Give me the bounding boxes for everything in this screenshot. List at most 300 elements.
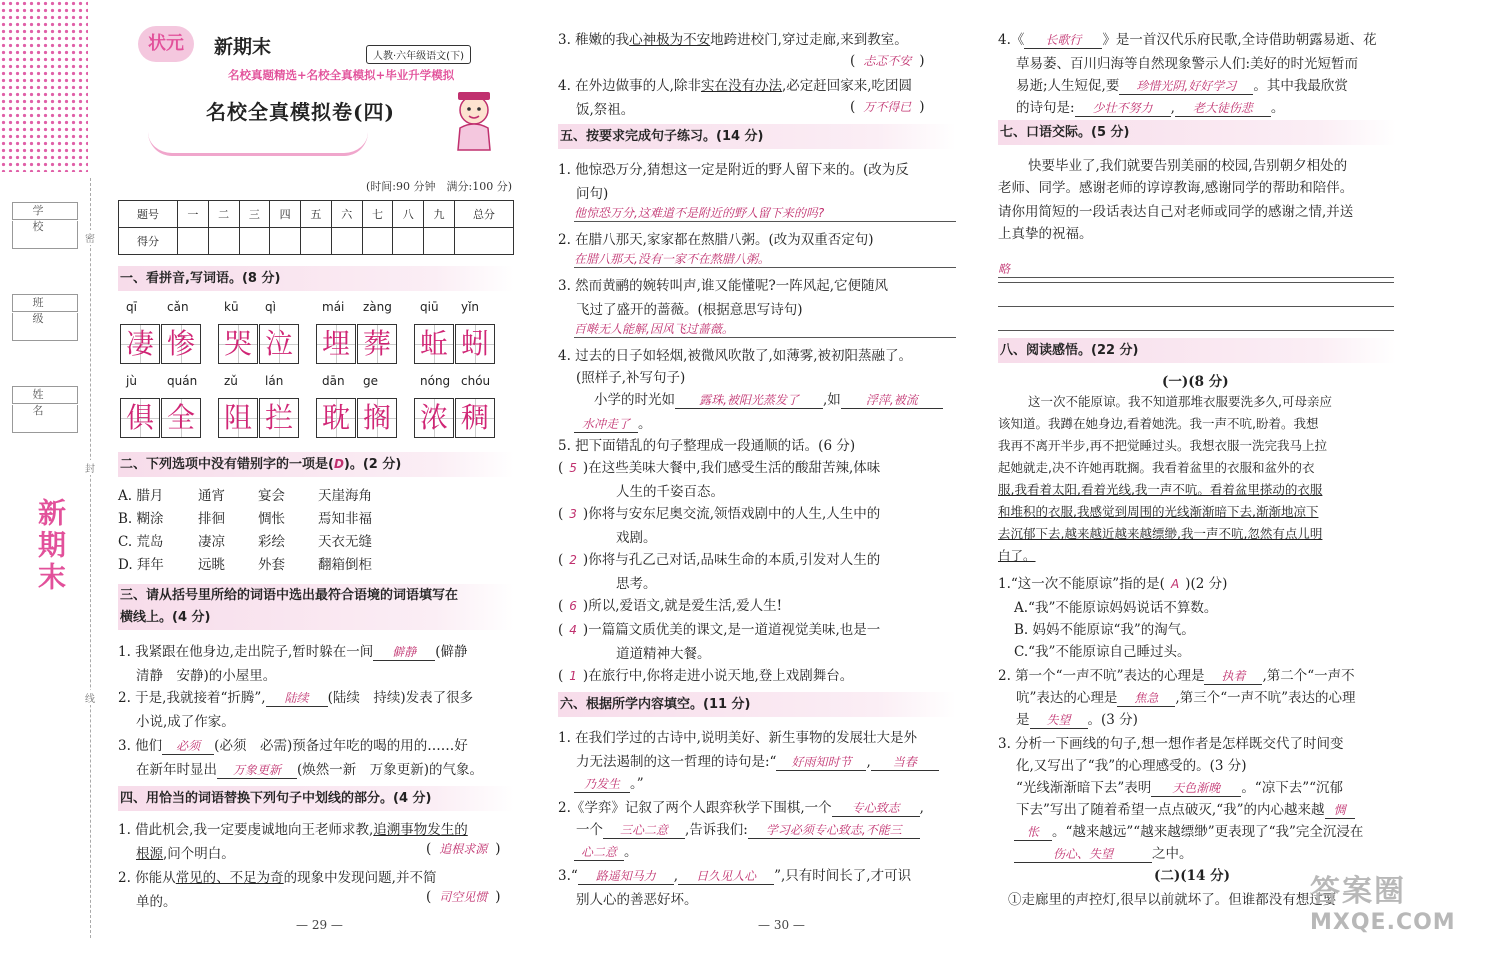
s3-line <box>118 686 473 707</box>
character-box[interactable]: 搁 <box>357 398 397 438</box>
watermark-top: 答案圈 <box>1310 874 1406 909</box>
answer-text[interactable]: 万不得已 <box>863 100 912 114</box>
order-number[interactable]: 4 <box>569 623 577 637</box>
character-box[interactable]: 凄 <box>120 324 160 364</box>
scholar-mascot-icon <box>444 84 504 154</box>
order-item <box>558 502 880 522</box>
score-row-label: 得分 <box>119 228 178 255</box>
school-label: 学 校 <box>12 202 78 220</box>
order-text: 在这些美味大餐中,我们感受生活的酸甜苦辣,体味 <box>588 460 881 476</box>
order-text-cont: 道道精神大餐。 <box>616 646 711 662</box>
underlined-text: 追溯事物发生的 <box>373 822 468 838</box>
passage-2-text: ①走廊里的声控灯,很早以前就坏了。但谁都没有想过要 <box>1008 892 1337 908</box>
writing-line[interactable] <box>998 260 1394 278</box>
answer-blank[interactable]: 陆续 <box>266 689 328 707</box>
character-box[interactable]: 浓 <box>414 398 454 438</box>
c2-line <box>558 28 908 48</box>
answer-blank[interactable]: 伤心、失望 <box>1014 845 1152 863</box>
pinyin-label: qī <box>126 300 137 314</box>
score-cell[interactable] <box>393 228 424 255</box>
s4-line: 单的。 <box>136 894 177 910</box>
option-label[interactable]: C. 荒岛 <box>118 534 164 550</box>
option-word: 惆怅 <box>258 511 285 527</box>
character-box[interactable]: 耽 <box>316 398 356 438</box>
answer-blank[interactable]: 少壮不努力 <box>1075 99 1171 117</box>
answer-text: 在腊八那天,没有一家不在熬腊八粥。 <box>574 252 770 266</box>
text: (僻静 <box>435 644 468 660</box>
text: , <box>919 800 924 816</box>
answer-text: 他惊恐万分,这难道不是附近的野人留下来的吗? <box>574 206 825 220</box>
pinyin-label: qì <box>265 300 276 314</box>
paren: ( <box>558 668 564 684</box>
answer-blank[interactable]: 学习必须专心致志,不能三 <box>748 821 920 839</box>
order-item <box>558 664 853 684</box>
answer-blank[interactable]: 老大徒伤悲 <box>1175 99 1271 117</box>
s7-paragraph: 老师、同学。感谢老师的谆谆教诲,感谢同学的帮助和陪伴。 <box>998 180 1354 196</box>
option-word: 宴会 <box>258 488 285 504</box>
score-header: 七 <box>362 201 393 228</box>
score-header: 九 <box>424 201 455 228</box>
answer-line[interactable] <box>574 204 956 222</box>
score-header: 二 <box>208 201 239 228</box>
s5-line: 4. 过去的日子如轻烟,被微风吹散了,如薄雾,被初阳蒸融了。 <box>558 348 913 364</box>
section-2-title-a: 二、下列选项中没有错别字的一项是( <box>120 457 334 472</box>
order-text: 在旅行中,你将走进小说天地,登上戏剧舞台。 <box>588 668 854 684</box>
paren: ) <box>582 668 589 684</box>
text: 。其中我最欣赏 <box>1253 78 1348 94</box>
class-field[interactable] <box>12 313 78 341</box>
text: 。(3 分) <box>1087 712 1138 728</box>
passage-line: 这一次不能原谅。我不知道那堆衣服要洗多久,可母亲应 <box>1028 394 1332 409</box>
character-box[interactable]: 葬 <box>357 324 397 364</box>
answer-blank[interactable]: 天色渐晚 <box>1151 779 1241 797</box>
text: 吭”表达的心理是 <box>1016 690 1118 706</box>
text: 是 <box>1016 712 1030 728</box>
score-cell[interactable] <box>239 228 270 255</box>
answer-blank[interactable]: 三心二意 <box>603 821 685 839</box>
section-4-title: 四、用恰当的词语替换下列句子中划线的部分。(4 分) <box>118 786 514 811</box>
s5-line: 问句) <box>576 186 609 202</box>
text: 之中。 <box>1152 846 1193 862</box>
order-text-cont: 戏剧。 <box>616 530 657 546</box>
text: 3. 他们 <box>118 738 163 754</box>
order-text-cont: 人生的千姿百态。 <box>616 484 724 500</box>
order-text: 你将与安东尼奥交流,领悟戏剧中的人生,人生中的 <box>588 506 881 522</box>
option-word: 天衣无缝 <box>318 534 372 550</box>
score-header: 四 <box>270 201 301 228</box>
text: 力无法遏制的这一哲理的诗句是:“ <box>576 754 777 770</box>
answer-blank[interactable]: 当春 <box>871 753 939 771</box>
text: )(2 分) <box>1185 576 1228 592</box>
s7-paragraph: 快要毕业了,我们就要告别美丽的校园,告别朝夕相处的 <box>1028 158 1348 174</box>
text: ,如 <box>823 392 841 408</box>
exam-title: 名校全真模拟卷(四) <box>206 100 395 124</box>
text: 易逝;人生短促,要 <box>1016 78 1120 94</box>
answer-blank[interactable]: 失望 <box>1030 711 1088 729</box>
order-number[interactable]: 2 <box>569 553 577 567</box>
c3-line: 的诗句是: 少壮不努力 , 老大徒伤悲 。 <box>1016 100 1285 116</box>
answer-line[interactable] <box>574 250 956 268</box>
s6-line: 乃发生 。” <box>574 772 644 793</box>
text: 地跨进校门,穿过走廊,来到教室。 <box>710 32 908 48</box>
zhuangyuan-logo: 状元 <box>138 26 194 62</box>
score-cell[interactable] <box>362 228 393 255</box>
s3-line <box>118 640 468 661</box>
pinyin-label: chóu <box>461 374 491 388</box>
order-item <box>558 618 880 638</box>
score-header: 题号 <box>119 201 178 228</box>
option-word: 通宵 <box>198 488 225 504</box>
text: 的诗句是: <box>1016 100 1075 116</box>
s8-q3 <box>1014 820 1363 841</box>
s6-line: 心二意 。 <box>574 840 638 861</box>
score-table <box>118 200 514 255</box>
writing-line[interactable] <box>998 330 1394 331</box>
score-cell[interactable] <box>424 228 455 255</box>
swoosh-decoration <box>148 132 368 156</box>
section-3-title <box>118 584 514 630</box>
text: 1. 我紧跟在他身边,走出院子,暂时躲在一间 <box>118 644 374 660</box>
text: (陆续 持续)发表了很多 <box>327 690 474 706</box>
answer-blank[interactable]: 僻静 <box>373 643 435 661</box>
passage-line: 该知道。我蹲在她身边,看着她洗。我一声不吭,盼着。我想 <box>998 416 1319 431</box>
s8-q2 <box>1016 686 1356 707</box>
text: 小学的时光如 <box>594 392 675 408</box>
pinyin-label: jù <box>126 374 137 388</box>
pinyin-grid <box>118 300 514 450</box>
s5-line: 2. 在腊八那天,家家都在熬腊八粥。(改为双重否定句) <box>558 232 874 248</box>
paren: ( <box>558 552 564 568</box>
name-field[interactable] <box>12 405 78 433</box>
text: 4. 在外边做事的人,除非 <box>558 78 701 94</box>
c2-answer: ( 忐忑不安 ) <box>850 53 925 69</box>
s8-q2 <box>1016 708 1138 729</box>
score-cell[interactable] <box>270 228 301 255</box>
answer-text[interactable]: 忐忑不安 <box>863 54 912 68</box>
s5-line: 飞过了盛开的蔷薇。(根据意思写诗句) <box>576 302 803 318</box>
subtitle: 名校真题精选+名校全真模拟+毕业升学模拟 <box>228 68 455 82</box>
text: 3. 稚嫩的我 <box>558 32 630 48</box>
option-word: 彩绘 <box>258 534 285 550</box>
text: 1.“这一次不能原谅”指的是( <box>998 576 1165 592</box>
c2-answer: ( 万不得已 ) <box>850 99 925 115</box>
paren: ( <box>558 506 564 522</box>
s3-line: 清静 安静)的小屋里。 <box>136 668 277 684</box>
text: ,告诉我们: <box>685 822 748 838</box>
s8-q3 <box>1016 776 1343 797</box>
brand-title: 新期末 <box>214 36 272 58</box>
answer-blank[interactable]: 必须 <box>162 737 214 755</box>
s6-line: 1. 在我们学过的古诗中,说明美好、新生事物的发展壮大是外 <box>558 730 917 746</box>
order-text: 一篇篇文质优美的课文,是一道道视觉美味,也是一 <box>588 622 881 638</box>
seal-mark: 封 <box>84 460 96 475</box>
s8-q3 <box>1014 842 1193 863</box>
order-item <box>558 594 782 614</box>
text: 1. 借此机会,我一定要虔诚地向王老师求教, <box>118 822 374 838</box>
text: 2. 第一个“一声不吭”表达的心理是 <box>998 668 1205 684</box>
character-box[interactable]: 俱 <box>120 398 160 438</box>
character-box[interactable]: 惨 <box>161 324 201 364</box>
s3-line <box>118 734 468 755</box>
pinyin-label: zǔ <box>224 374 238 388</box>
text: ”,只有时间长了,才可识 <box>774 868 912 884</box>
s5-line: (照样子,补写句子) <box>576 370 686 386</box>
score-header: 六 <box>331 201 362 228</box>
score-cell[interactable] <box>301 228 332 255</box>
s5-line <box>594 388 943 409</box>
paren: ) <box>582 460 589 476</box>
c3-line <box>1016 74 1348 95</box>
answer-blank[interactable]: 专心致志 <box>832 799 920 817</box>
pinyin-label: nóng <box>420 374 451 388</box>
s7-paragraph: 请你用简短的一段话表达自己对老师或同学的感谢之情,并送 <box>998 204 1354 220</box>
s5-line: 3. 然而黄鹂的婉转叫声,谁又能懂呢?一阵风起,它便随风 <box>558 278 888 294</box>
passage-line: 白了。 <box>998 548 1036 563</box>
order-item <box>558 548 880 568</box>
s6-line <box>576 818 920 839</box>
writing-line[interactable] <box>998 282 1394 283</box>
paren: ( <box>558 622 564 638</box>
option-label[interactable]: B. 糊涂 <box>118 511 164 527</box>
pinyin-label: ge <box>363 374 378 388</box>
paren: ) <box>582 598 589 614</box>
section-2-answer: D <box>333 457 344 471</box>
paren: ( <box>558 598 564 614</box>
page-number-left: — 29 — <box>296 918 343 932</box>
s8-q3: 3. 分析一下画线的句子,想一想作者是怎样既交代了时间变 <box>998 736 1344 752</box>
answer-blank[interactable]: 乃发生 <box>574 775 630 793</box>
sidebar-brand: 新期末 <box>34 498 67 594</box>
option-word: 外套 <box>258 557 285 573</box>
text: 下去”写出了随着希望一点点破灭,“我”的内心越来越 <box>1016 802 1325 818</box>
page-number-right: — 30 — <box>758 918 805 932</box>
underlined-text: 常见的、不足为奇 <box>175 870 284 886</box>
s3-line <box>136 758 483 779</box>
pinyin-label: kū <box>224 300 239 314</box>
underlined-text: 根源 <box>136 846 163 862</box>
s6-line: 3.“ 路遥知马力 , 日久见人心 ”,只有时间长了,才可识 <box>558 868 912 884</box>
score-cell[interactable] <box>177 228 208 255</box>
underlined-text: 实在没有办法 <box>700 78 782 94</box>
character-box[interactable]: 蚓 <box>455 324 495 364</box>
answer-blank[interactable]: 浮萍,被流 <box>841 391 943 409</box>
character-box[interactable]: 全 <box>161 398 201 438</box>
character-box[interactable]: 拦 <box>259 398 299 438</box>
text: 在新年时显出 <box>136 762 217 778</box>
option-word: 天崖海角 <box>318 488 372 504</box>
section-3-title-a: 三、请从括号里所给的词语中选出最符合语境的词语填写在 <box>120 588 459 603</box>
s8-q3: 化,又写出了“我”的心理感受的。(3 分) <box>1016 758 1247 774</box>
option-label[interactable]: A. 腊月 <box>118 488 164 504</box>
s8-q3 <box>1016 798 1355 819</box>
text: 》是一首汉代乐府民歌,全诗借助朝露易逝、花 <box>1102 32 1377 48</box>
section-2-title <box>118 452 514 477</box>
text: ,问个明白。 <box>163 846 235 862</box>
order-text: 你将与孔乙己对话,品味生命的本质,引发对人生的 <box>588 552 881 568</box>
c2-line <box>558 74 912 94</box>
order-number[interactable]: 3 <box>569 507 577 521</box>
pinyin-label: lán <box>265 374 284 388</box>
s5-line: 1. 他惊恐万分,猜想这一定是附近的野人留下来的。(改为反 <box>558 162 909 178</box>
seal-mark: 密 <box>84 230 96 245</box>
passage-2-title: (二)(14 分) <box>1154 868 1231 884</box>
pinyin-label: qiū <box>420 300 439 314</box>
section-6-title: 六、根据所学内容填空。(11 分) <box>558 692 956 717</box>
character-box[interactable]: 蚯 <box>414 324 454 364</box>
answer-blank[interactable]: 焦急 <box>1117 689 1175 707</box>
option-word: 焉知非福 <box>318 511 372 527</box>
text: 。“越来越远”“越来越缥缈”更表现了“我”完全沉浸在 <box>1052 824 1364 840</box>
score-cell[interactable] <box>454 228 513 255</box>
section-8-title: 八、阅读感悟。(22 分) <box>998 338 1396 363</box>
s4-answer: ( 司空见惯 ) <box>426 889 501 905</box>
answer-blank[interactable]: 露珠,被阳光蒸发了 <box>675 391 823 409</box>
pinyin-label: yǐn <box>461 300 480 314</box>
answer-blank[interactable]: 珍惜光阴,好好学习 <box>1119 77 1253 95</box>
s4-answer: ( 追根求源 ) <box>426 841 501 857</box>
text: 2. 你能从 <box>118 870 176 886</box>
answer-blank[interactable]: 心二意 <box>574 843 624 861</box>
passage-1-title: (一)(8 分) <box>1162 374 1229 390</box>
option-word: 翻箱倒柜 <box>318 557 372 573</box>
section-2-title-b: )。(2 分) <box>343 457 402 472</box>
pinyin-label: mái <box>322 300 345 314</box>
answer-blank[interactable]: 执着 <box>1204 667 1262 685</box>
s4-line <box>136 842 235 862</box>
paren: ) <box>582 552 589 568</box>
text: 的现象中发现问题,并不简 <box>283 870 437 886</box>
answer-blank[interactable]: 怅 <box>1014 823 1052 841</box>
answer-line[interactable] <box>574 320 956 338</box>
section-1-title: 一、看拼音,写词语。(8 分) <box>118 266 514 291</box>
s8-option: A.“我”不能原谅妈妈说话不算数。 <box>1014 600 1218 616</box>
text: ,第三个“一声不吭”表达的心理 <box>1175 690 1356 706</box>
order-text: 所以,爱语文,就是爱生活,爱人生! <box>588 598 783 614</box>
text: (焕然一新 万象更新)的气象。 <box>297 762 484 778</box>
answer-text: 百啭无人能解,因风飞过蔷薇。 <box>574 322 734 336</box>
order-number[interactable]: 6 <box>569 599 577 613</box>
answer-text[interactable]: A <box>1170 577 1180 591</box>
writing-line[interactable] <box>998 306 1394 307</box>
paren: ( <box>558 460 564 476</box>
answer-text[interactable]: 追根求源 <box>439 842 488 856</box>
seal-mark: 线 <box>84 690 96 705</box>
character-box[interactable]: 稠 <box>455 398 495 438</box>
passage-line: 和堆积的衣服,我感觉到周围的光线渐渐暗下去,渐渐地凉下 <box>998 504 1319 519</box>
dot-pattern <box>0 0 88 172</box>
order-text-cont: 思考。 <box>616 576 657 592</box>
underlined-text: 心神极为不安 <box>629 32 711 48</box>
passage-line: 服,我看着太阳,看着光线,我一声不吭。看着盆里搽动的衣服 <box>998 482 1323 497</box>
text: 一个 <box>576 822 603 838</box>
passage-line: 起她就走,决不许她再耽搁。我看着盆里的衣服和盆外的衣 <box>998 460 1315 475</box>
name-label: 姓 名 <box>12 386 78 404</box>
text: 。“凉下去”“沉郁 <box>1241 780 1344 796</box>
score-cell[interactable] <box>331 228 362 255</box>
time-info: (时间:90 分钟 满分:100 分) <box>366 180 512 193</box>
c3-line <box>998 28 1377 49</box>
text: ,必定赶回家来,吃团圆 <box>781 78 913 94</box>
s5-line: 5. 把下面错乱的句子整理成一段通顺的话。(6 分) <box>558 438 856 454</box>
paren: ) <box>582 622 589 638</box>
answer-blank[interactable]: 日久见人心 <box>678 867 774 885</box>
score-cell[interactable] <box>208 228 239 255</box>
character-box[interactable]: 哭 <box>218 324 258 364</box>
text: ,第二个“一声不 <box>1262 668 1355 684</box>
pinyin-label: zàng <box>363 300 392 314</box>
binding-sidebar <box>0 178 100 958</box>
section-5-title: 五、按要求完成句子练习。(14 分) <box>558 124 956 149</box>
watermark <box>1310 866 1490 946</box>
text: “光线渐渐暗下去”表明 <box>1016 780 1152 796</box>
s8-option: C.“我”不能原谅自己睡过头。 <box>1014 644 1191 660</box>
answer-text[interactable]: 司空见惯 <box>439 890 488 904</box>
grade-badge: 人教·六年级语文(下) <box>366 45 471 64</box>
s6-line: 力无法遏制的这一哲理的诗句是:“ 好雨知时节 , 当春 <box>576 750 939 771</box>
s8-option: B. 妈妈不能原谅“我”的淘气。 <box>1014 622 1195 638</box>
option-word: 凄凉 <box>198 534 225 550</box>
s4-line <box>118 866 436 886</box>
score-header: 一 <box>177 201 208 228</box>
text: 3.“ <box>558 868 578 884</box>
passage-line: 我再不离开半步,再不把觉睡过头。我想衣服一洗完我马上拉 <box>998 438 1327 453</box>
paren: ) <box>582 506 589 522</box>
score-header: 八 <box>393 201 424 228</box>
score-header: 五 <box>301 201 332 228</box>
s6-line <box>558 796 924 817</box>
s4-line <box>118 818 468 838</box>
section-7-title: 七、口语交际。(5 分) <box>998 120 1396 145</box>
s7-paragraph: 上真挚的祝福。 <box>998 226 1093 242</box>
s3-line: 小说,成了作家。 <box>136 714 235 730</box>
pinyin-label: dān <box>322 374 345 388</box>
order-item <box>558 456 880 476</box>
score-header: 总分 <box>454 201 513 228</box>
order-number[interactable]: 5 <box>569 461 577 475</box>
pinyin-label: quán <box>167 374 198 388</box>
text: (必须 必需)预备过年吃的喝的用的……好 <box>214 738 468 754</box>
section-3-title-b: 横线上。(4 分) <box>120 610 211 625</box>
order-number[interactable]: 1 <box>569 669 577 683</box>
answer-blank[interactable]: 惆 <box>1325 801 1355 819</box>
character-box[interactable]: 埋 <box>316 324 356 364</box>
option-label[interactable]: D. 拜年 <box>118 557 164 573</box>
character-box[interactable]: 阻 <box>218 398 258 438</box>
s8-q1 <box>998 572 1227 592</box>
c2-line: 饭,祭祖。 <box>576 102 635 118</box>
s5-line <box>574 412 652 433</box>
watermark-bottom: MXQE.COM <box>1310 910 1456 935</box>
answer-blank[interactable]: 路遥知马力 <box>578 867 674 885</box>
school-field[interactable] <box>12 221 78 249</box>
text: 。 <box>638 416 652 432</box>
passage-line: 去沉郁下去,越来越近越来越缥缈,我一声不吭,忽然有点儿明 <box>998 526 1323 541</box>
pinyin-label: cǎn <box>167 300 189 314</box>
class-label: 班 级 <box>12 294 78 312</box>
answer-blank[interactable]: 长歌行 <box>1024 31 1102 49</box>
text: 2. 于是,我就接着“折腾”, <box>118 690 266 706</box>
answer-blank[interactable]: 万象更新 <box>217 761 297 779</box>
option-word: 排徊 <box>198 511 225 527</box>
answer-blank[interactable]: 水冲走了 <box>574 415 638 433</box>
character-box[interactable]: 泣 <box>259 324 299 364</box>
answer-blank[interactable]: 好雨知时节 <box>776 753 866 771</box>
c3-line: 草易萎、百川归海等自然现象警示人们:美好的时光短暂而 <box>1016 56 1359 72</box>
answer-text: 略 <box>998 262 1011 276</box>
option-word: 远眺 <box>198 557 225 573</box>
cut-line <box>90 178 91 938</box>
score-header: 三 <box>239 201 270 228</box>
